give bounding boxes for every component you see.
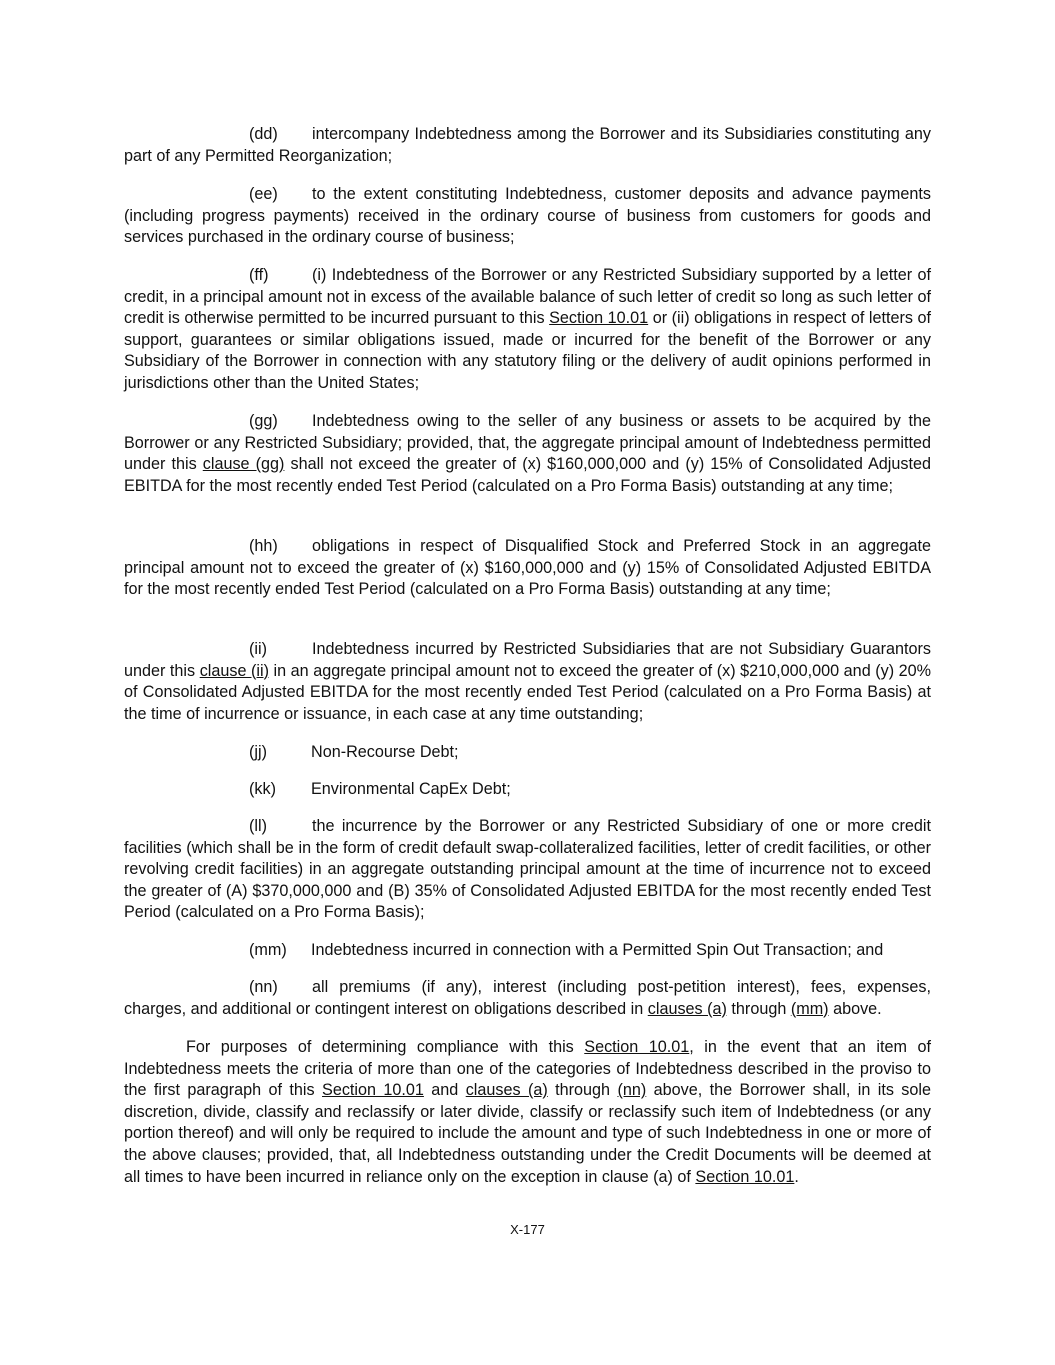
clause-dd — [124, 124, 931, 167]
paragraph-text: and — [431, 1081, 459, 1100]
clause-label: (dd) — [249, 125, 278, 143]
clause-kk — [249, 779, 931, 801]
section-reference: Section 10.01 — [549, 309, 649, 328]
clause-reference: clause (gg) — [202, 455, 285, 474]
page-number: X-177 — [510, 1222, 545, 1237]
clause-label: (ff) — [249, 266, 269, 284]
paragraph-text: above, the Borrower shall, in its sole discretion, divide, classify and reclassify or later divide, classify or reclassify such item of Indebtedness (or any portion thereof) and will only be required to include the amount and type of such Indebtedness in one or more of the above clauses; provided, that, all Indebtedness outstanding under the Credit Documents will be deemed at all times to have been incurred in reliance only on the exception in clause (a) of — [124, 1081, 932, 1186]
clause-text: or (ii) obligations in respect of letters of support, guarantees or similar obligations issued, made or incurred for the benefit of the Borrower or any Subsidiary of the Borrower in connection with any statutory filing or the delivery of audit opinions performed in jurisdictions other than the United States; — [124, 309, 932, 392]
clause-label: (nn) — [249, 978, 278, 996]
paragraph-text: . — [794, 1167, 799, 1186]
clause-text: above. — [833, 999, 882, 1018]
clause-reference: clauses (a) — [465, 1081, 548, 1100]
clause-text: to the extent constituting Indebtedness, customer deposits and advance payments (including progress payments) received in the ordinary course of business from customers for goods and services purchased in the ordinary course of business; — [124, 185, 931, 247]
paragraph-text: through — [555, 1081, 611, 1100]
clause-label: (ii) — [249, 640, 267, 658]
final-paragraph — [124, 1037, 931, 1188]
clause-text: intercompany Indebtedness among the Borrower and its Subsidiaries constituting any part of any Permitted Reorganization; — [124, 125, 931, 165]
clause-text: through — [731, 999, 787, 1018]
clause-reference: (mm) — [790, 999, 829, 1018]
clause-text: all premiums (if any), interest (including post-petition interest), fees, expenses, charges, and additional or contingent interest on obligations described in — [124, 978, 931, 1018]
clause-text: Indebtedness incurred in connection with a Permitted Spin Out Transaction; and — [311, 941, 884, 959]
clause-nn — [124, 977, 931, 1020]
section-reference: Section 10.01 — [584, 1038, 690, 1056]
clause-text: the incurrence by the Borrower or any Restricted Subsidiary of one or more credit facilities (which shall be in the form of credit default swap-collateralized facilities, letter of credit facilities, or other revolving credit facilities) in an aggregate outstanding principal amount at the time of incurrence not to exceed the greater of (A) $370,000,000 and (B) 35% of Consolidated Adjusted EBITDA for the most recently ended Test Period (calculated on a Pro Forma Basis); — [124, 817, 931, 922]
paragraph-text: For purposes of determining compliance with this — [186, 1038, 574, 1056]
clause-label: (hh) — [249, 537, 278, 555]
clause-ff — [124, 265, 931, 395]
clause-reference: clause (ii) — [199, 661, 269, 680]
clause-text: Environmental CapEx Debt; — [311, 780, 511, 798]
clause-text: obligations in respect of Disqualified Stock and Preferred Stock in an aggregate principal amount not to exceed the greater of (x) $160,000,000 and (y) 15% of Consolidated Adjusted EBITDA for the most recently ended Test Period (calculated on a Pro Forma Basis) outstanding at any time; — [124, 537, 931, 599]
clause-label: (ll) — [249, 817, 267, 835]
clause-reference: (nn) — [617, 1081, 647, 1100]
section-reference: Section 10.01 — [695, 1167, 795, 1186]
paragraph-text: , in the event that an item of Indebtedness meets the criteria of more than one of the categories of Indebtedness described in the proviso to the first paragraph of this — [124, 1038, 931, 1100]
section-reference: Section 10.01 — [322, 1081, 424, 1100]
clause-mm — [249, 940, 931, 962]
clause-ll — [124, 816, 931, 924]
clause-label: (kk) — [249, 780, 276, 798]
clause-hh — [124, 536, 931, 601]
clause-text: in an aggregate principal amount not to exceed the greater of (x) $210,000,000 and (y) 20% of Consolidated Adjusted EBITDA for the most recently ended Test Period (calculated on a Pro Forma Basis) at the time of incurrence or issuance, in each case at any time outstanding; — [124, 661, 932, 723]
clause-ee — [124, 184, 931, 249]
clause-text: (i) Indebtedness of the Borrower or any Restricted Subsidiary supported by a letter of credit, in a principal amount not in excess of the available balance of such letter of credit so long as such letter of credit is otherwise permitted to be incurred pursuant to this — [124, 266, 931, 328]
clause-label: (ee) — [249, 185, 278, 203]
clause-text: shall not exceed the greater of (x) $160,000,000 and (y) 15% of Consolidated Adjusted EBITDA for the most recently ended Test Period (calculated on a Pro Forma Basis) outstanding at any time; — [124, 455, 932, 495]
clause-label: (gg) — [249, 412, 278, 430]
clause-text: Non-Recourse Debt; — [311, 743, 459, 761]
clause-reference: clauses (a) — [647, 999, 727, 1018]
clause-text: Indebtedness incurred by Restricted Subsidiaries that are not Subsidiary Guarantors under this — [124, 640, 931, 680]
clause-gg — [124, 411, 931, 497]
clause-ii — [124, 639, 931, 725]
clause-text: Indebtedness owing to the seller of any business or assets to be acquired by the Borrower or any Restricted Subsidiary; provided, that, the aggregate principal amount of Indebtedness permitted under this — [124, 412, 931, 474]
clause-label: (mm) — [249, 941, 287, 959]
clause-label: (jj) — [249, 743, 267, 761]
clause-jj — [249, 742, 931, 764]
